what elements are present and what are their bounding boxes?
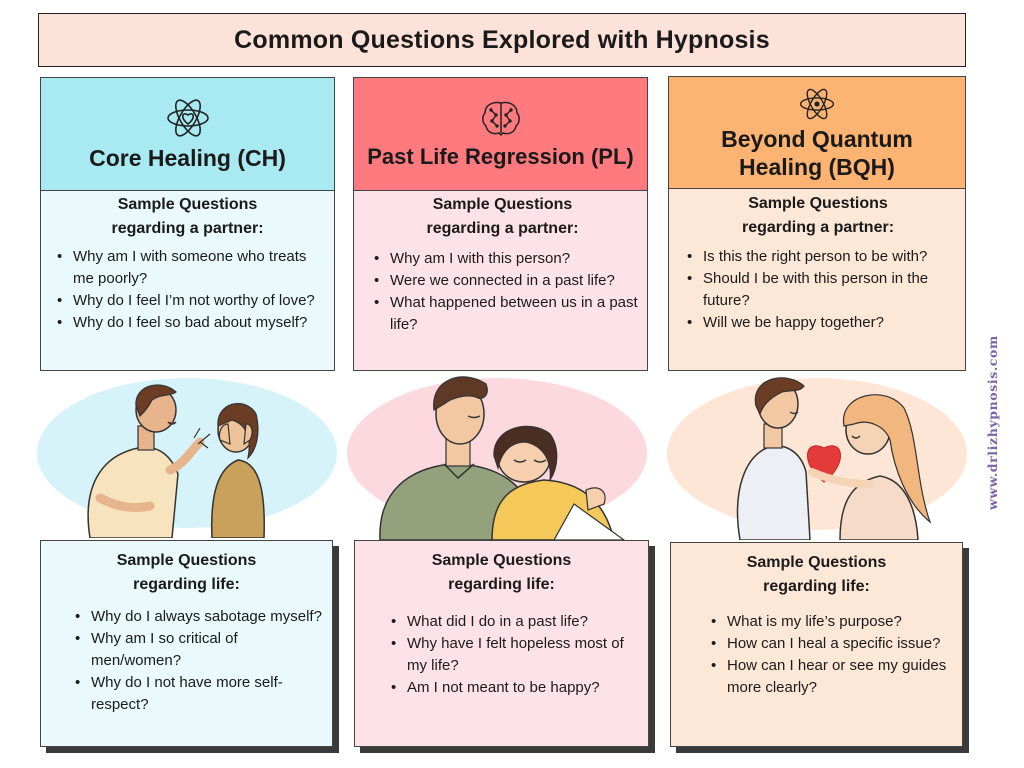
bqh-life-list: [701, 611, 956, 699]
list-item: • Why do I not have more self-respect?: [65, 672, 326, 716]
ch-life-list: [65, 606, 326, 716]
bqh-header: [669, 77, 965, 189]
bqh-life-title-1: Sample Questions: [746, 554, 887, 571]
list-item: • Is this the right person to be with?: [677, 246, 959, 268]
bqh-heading-line-2: Healing (BQH): [739, 153, 895, 180]
pl-header: [354, 78, 647, 191]
bqh-life-title-2: regarding life:: [763, 578, 870, 595]
pl-partner-title-1: Sample Questions: [432, 196, 573, 213]
ch-heading: Core Healing (CH): [89, 145, 286, 171]
atom-icon: [798, 85, 836, 123]
pl-partner-list: [364, 248, 641, 336]
list-item: • Will we be happy together?: [677, 312, 959, 334]
bqh-partner-title-1: Sample Questions: [748, 195, 888, 212]
page-title: Common Questions Explored with Hypnosis: [38, 13, 966, 67]
bqh-partner-card: [668, 76, 966, 371]
ch-life-title-2: regarding life:: [133, 576, 240, 593]
list-item: • What did I do in a past life?: [381, 611, 642, 633]
pl-partner-title-2: regarding a partner:: [426, 220, 579, 237]
ch-partner-list: [47, 246, 328, 334]
pl-life-title-2: regarding life:: [448, 576, 555, 593]
pl-life-title-1: Sample Questions: [431, 552, 572, 569]
ch-header: [41, 78, 334, 191]
list-item: • Why have I felt hopeless most of my life?: [381, 633, 642, 677]
pl-heading: Past Life Regression (PL): [367, 144, 634, 169]
bqh-heading-line-1: Beyond Quantum: [721, 125, 913, 152]
bqh-partner-title-2: regarding a partner:: [741, 219, 895, 236]
ch-partner-title-1: Sample Questions: [117, 196, 258, 213]
brain-icon: [472, 97, 530, 141]
list-item: • Why do I feel I’m not worthy of love?: [47, 290, 328, 312]
ch-life-card: [40, 540, 333, 747]
ch-partner-title-2: regarding a partner:: [111, 220, 264, 237]
ch-partner-card: [40, 77, 335, 371]
cuddling-couple-illustration: [374, 372, 634, 540]
list-item: • Were we connected in a past life?: [364, 270, 641, 292]
list-item: • Am I not meant to be happy?: [381, 677, 642, 699]
list-item: • Why am I with someone who treats me poorly?: [47, 246, 328, 290]
list-item: • What is my life’s purpose?: [701, 611, 956, 633]
list-item: • What happened between us in a past life?: [364, 292, 641, 336]
list-item: • Why am I with this person?: [364, 248, 641, 270]
pl-life-card: [354, 540, 649, 747]
bqh-partner-list: [677, 246, 959, 334]
heart-atom-icon: [166, 96, 210, 140]
list-item: • Why do I feel so bad about myself?: [47, 312, 328, 334]
list-item: • How can I hear or see my guides more clearly?: [701, 655, 956, 699]
pl-life-list: [381, 611, 642, 699]
list-item: • Why am I so critical of men/women?: [65, 628, 326, 672]
list-item: • Should I be with this person in the future?: [677, 268, 959, 312]
arguing-couple-illustration: [60, 378, 310, 538]
list-item: • Why do I always sabotage myself?: [65, 606, 326, 628]
pl-partner-card: [353, 77, 648, 371]
couple-with-heart-illustration: [720, 372, 940, 540]
bqh-life-card: [670, 542, 963, 747]
ch-life-title-1: Sample Questions: [116, 552, 257, 569]
website-url: www.drlizhypnosis.com: [985, 335, 1000, 510]
list-item: • How can I heal a specific issue?: [701, 633, 956, 655]
